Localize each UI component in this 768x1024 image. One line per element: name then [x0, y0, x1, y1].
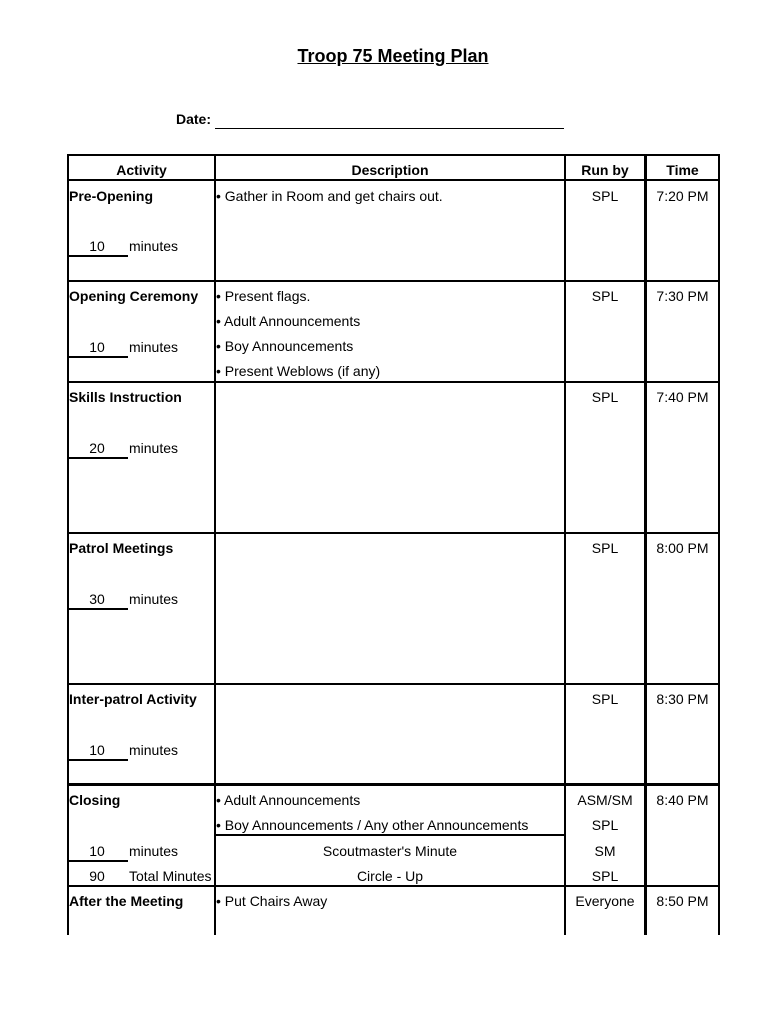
- time-value: 8:30 PM: [656, 691, 709, 707]
- minutes-underline: [67, 759, 128, 761]
- run-by: SPL: [591, 817, 619, 833]
- activity-name: Inter-patrol Activity: [69, 691, 197, 707]
- header-activity: Activity: [116, 162, 167, 178]
- minutes-value[interactable]: 10: [89, 339, 105, 355]
- table-border-top: [67, 154, 719, 156]
- description-item: • Adult Announcements: [216, 313, 361, 329]
- run-by: ASM/SM: [577, 792, 633, 808]
- total-minutes-label: Total Minutes: [129, 868, 212, 884]
- minutes-value[interactable]: 20: [89, 440, 105, 456]
- activity-name: Patrol Meetings: [69, 540, 174, 556]
- minutes-value[interactable]: 10: [89, 843, 105, 859]
- minutes-label: minutes: [129, 591, 179, 607]
- minutes-label: minutes: [129, 440, 179, 456]
- activity-name: Pre-Opening: [69, 188, 154, 204]
- run-by: SPL: [591, 868, 619, 884]
- run-by: SPL: [591, 389, 619, 405]
- minutes-label: minutes: [129, 843, 179, 859]
- minutes-label: minutes: [129, 742, 179, 758]
- activity-name: Skills Instruction: [69, 389, 182, 405]
- description-item: Scoutmaster's Minute: [322, 843, 458, 859]
- minutes-underline: [67, 255, 128, 257]
- header-run-by: Run by: [581, 162, 629, 178]
- description-item: • Present flags.: [216, 288, 311, 304]
- description-item: • Gather in Room and get chairs out.: [216, 188, 443, 204]
- time-value: 8:40 PM: [656, 792, 709, 808]
- minutes-underline: [67, 860, 128, 862]
- description-item: • Put Chairs Away: [216, 893, 328, 909]
- minutes-value[interactable]: 10: [89, 742, 105, 758]
- header-description: Description: [351, 162, 429, 178]
- minutes-underline: [67, 356, 128, 358]
- minutes-value[interactable]: 30: [89, 591, 105, 607]
- minutes-value[interactable]: 10: [89, 238, 105, 254]
- row-divider: [67, 783, 719, 786]
- row-divider: [67, 683, 719, 685]
- time-value: 7:30 PM: [656, 288, 709, 304]
- activity-name: Opening Ceremony: [69, 288, 199, 304]
- minutes-label: minutes: [129, 339, 179, 355]
- time-value: 8:00 PM: [656, 540, 709, 556]
- description-item: • Boy Announcements / Any other Announcements: [216, 817, 529, 833]
- run-by: SPL: [591, 540, 619, 556]
- row-divider: [67, 532, 719, 534]
- time-value: 8:50 PM: [656, 893, 709, 909]
- date-field[interactable]: [215, 128, 564, 129]
- description-item: • Boy Announcements: [216, 338, 354, 354]
- header-divider: [67, 179, 719, 181]
- description-item: • Present Weblows (if any): [216, 363, 381, 379]
- run-by: Everyone: [575, 893, 635, 909]
- activity-name: After the Meeting: [69, 893, 184, 909]
- row-divider: [67, 885, 719, 887]
- row-divider: [67, 381, 719, 383]
- date-label: Date:: [176, 111, 212, 127]
- page-title: Troop 75 Meeting Plan: [297, 46, 489, 66]
- closing-description-divider: [215, 834, 564, 836]
- run-by: SM: [594, 843, 616, 859]
- description-item: • Adult Announcements: [216, 792, 361, 808]
- run-by: SPL: [591, 691, 619, 707]
- table-border-right: [718, 154, 720, 935]
- activity-name: Closing: [69, 792, 121, 808]
- description-item: Circle - Up: [356, 868, 424, 884]
- minutes-underline: [67, 457, 128, 459]
- row-divider: [67, 280, 719, 282]
- total-minutes-value: 90: [89, 868, 105, 884]
- time-value: 7:20 PM: [656, 188, 709, 204]
- header-time: Time: [666, 162, 699, 178]
- minutes-label: minutes: [129, 238, 179, 254]
- minutes-underline: [67, 608, 128, 610]
- run-by: SPL: [591, 288, 619, 304]
- run-by: SPL: [591, 188, 619, 204]
- time-value: 7:40 PM: [656, 389, 709, 405]
